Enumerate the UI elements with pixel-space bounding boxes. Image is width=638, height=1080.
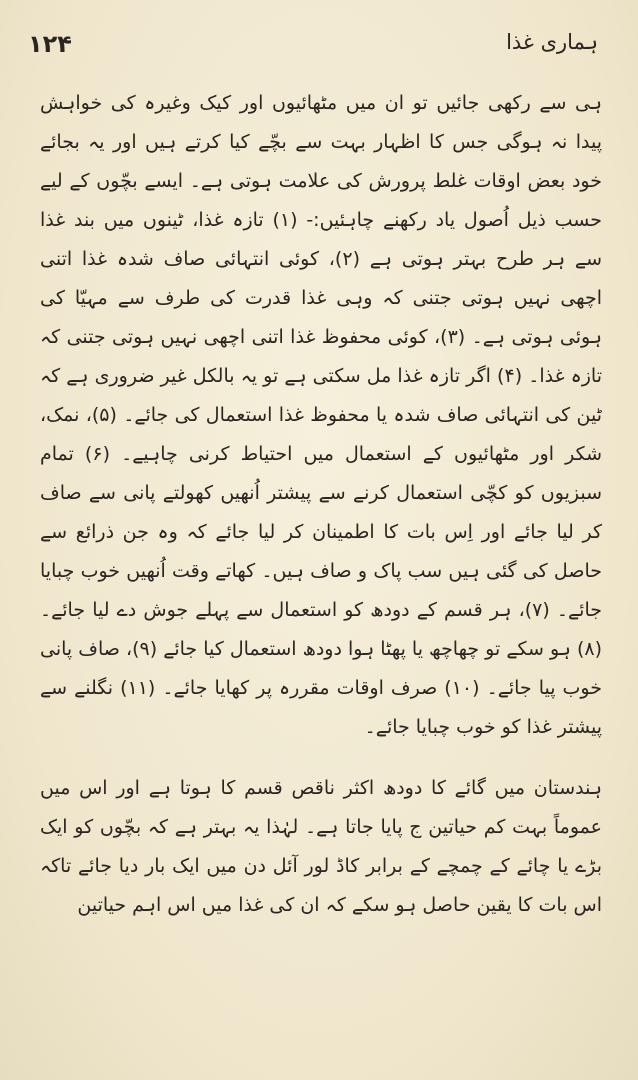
running-title: ہماری غذا bbox=[506, 30, 598, 54]
paragraph: ہندستان میں گائے کا دودھ اکثر ناقص قسم کا ہوتا ہے اور اس میں عموماً بہت کم حیاتین ج پایا جاتا ہے۔ لہٰذا یہ بہتر ہے کہ بچّوں کو ایک بڑے یا چائے کے چمچے کے برابر کاڈ لور آئل دن میں ایک بار دیا جائے تاکہ اس بات کا یقین حاصل ہو سکے کہ ان کی غذا میں اس اہم حیاتین bbox=[40, 777, 602, 916]
body-text bbox=[40, 84, 602, 925]
page-number: ۱۲۴ bbox=[28, 30, 72, 58]
paragraph: ہی سے رکھی جائیں تو ان میں مٹھائیوں اور کیک وغیرہ کی خواہش پیدا نہ ہوگی جس کا اظہار بہت سے بچّے کیا کرتے ہیں اور یہ بجائے خود بعض اوقات غلط پرورش کی علامت ہوتی ہے۔ ایسے بچّوں کے لیے حسب ذیل اُصول یاد رکھنے چاہئیں:- (۱) تازہ غذا، ٹینوں میں بند غذا سے ہر طرح بہتر ہوتی ہے (۲)، کوئی انتہائی صاف شدہ غذا اتنی اچھی نہیں ہوتی جتنی کہ وہی غذا قدرت کی طرف سے مہیّا کی ہوئی ہوتی ہے۔ (۳)، کوئی محفوظ غذا اتنی اچھی نہیں ہوتی جتنی کہ تازہ غذا۔ (۴) اگر تازہ غذا مل سکتی ہے تو یہ بالکل غیر ضروری ہے کہ ٹین کی انتہائی صاف شدہ یا محفوظ غذا استعمال کی جائے۔ (۵)، نمک، شکر اور مٹھائیوں کے استعمال میں احتیاط کرنی چاہیے۔ (۶) تمام سبزیوں کو کچّی استعمال کرنے سے پیشتر اُنھیں کھولتے پانی سے صاف کر لیا جائے اور اِس بات کا اطمینان کر لیا جائے کہ وہ جن ذرائع سے حاصل کی گئی ہیں سب پاک و صاف ہیں۔ کھاتے وقت اُنھیں خوب چبایا جائے۔ (۷)، ہر قسم کے دودھ کو استعمال سے پہلے جوش دے لیا جائے۔ (۸) ہو سکے تو چھاچھ یا پھٹا ہوا دودھ استعمال کیا جائے (۹)، صاف پانی خوب پیا جائے۔ (۱۰) صرف اوقات مقررہ پر کھایا جائے۔ (۱۱) نگلنے سے پیشتر غذا کو خوب چبایا جائے۔ bbox=[40, 92, 603, 738]
